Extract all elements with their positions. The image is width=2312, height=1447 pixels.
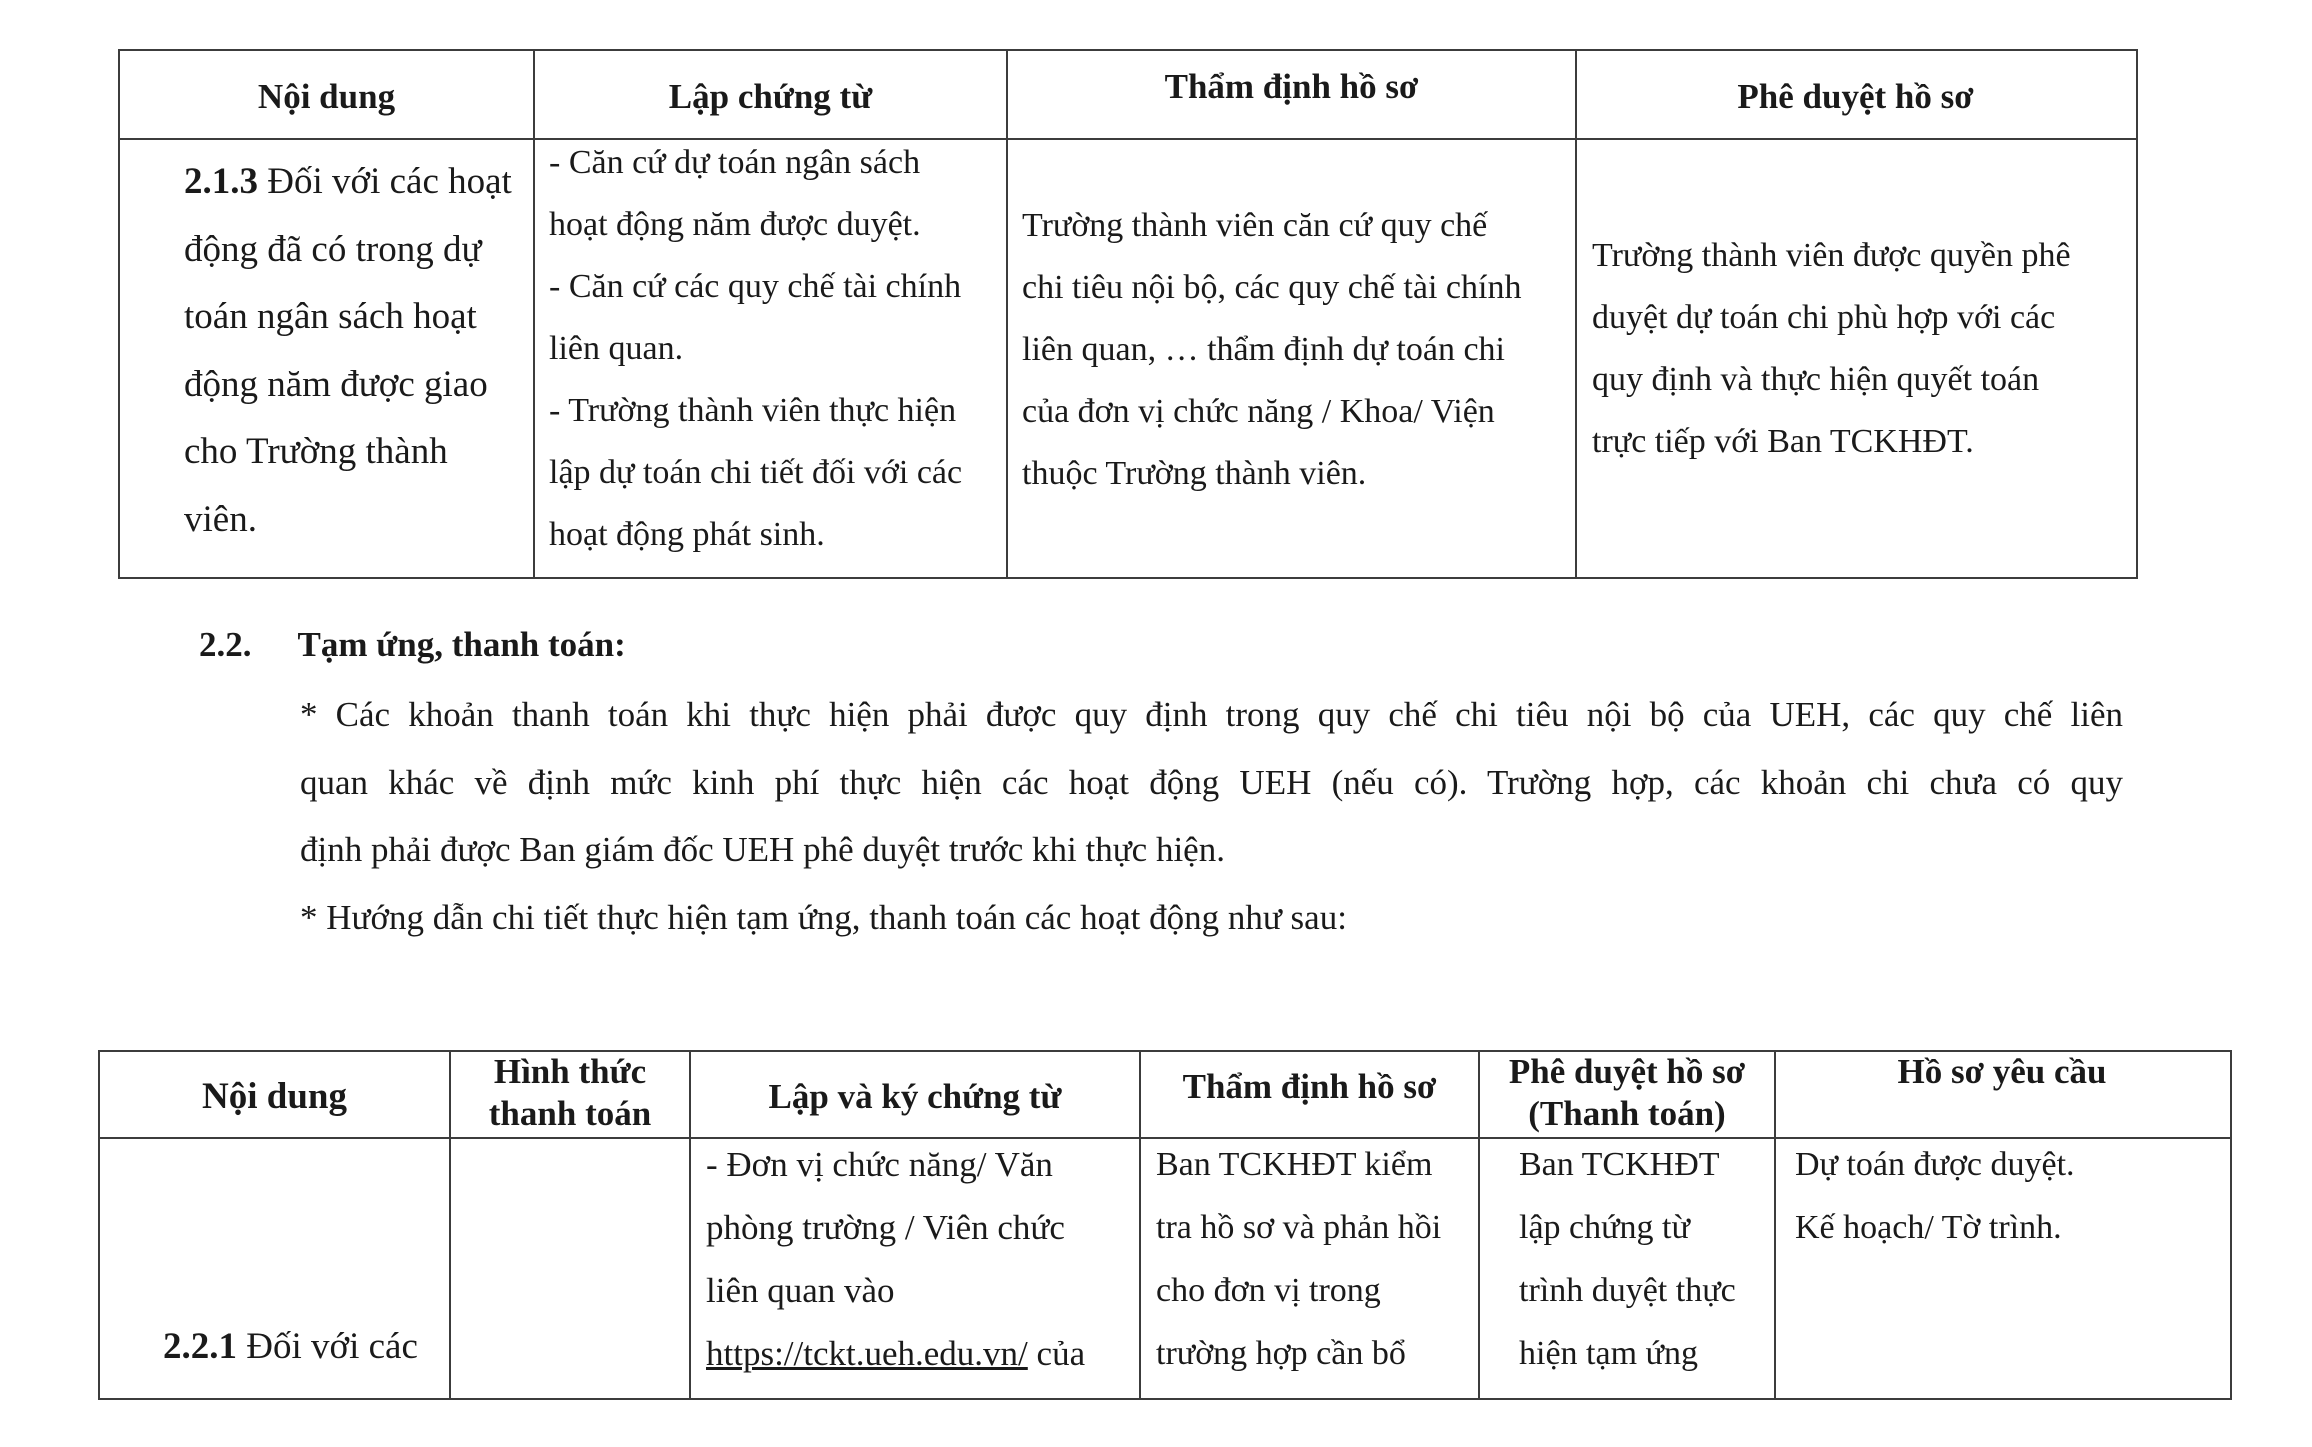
- table-1-cell-lap-chung-tu: - Căn cứ dự toán ngân sách hoạt động năm được duyệt. - Căn cứ các quy chế tài chính liên quan. - Trường thành viên thực hiện lập dự toán chi tiết đối với các hoạt động phát sinh.: [549, 144, 963, 553]
- table-1-cell-tham-dinh: Trường thành viên căn cứ quy chế chi tiêu nội bộ, các quy chế tài chính liên quan, … thẩm định dự toán chi của đơn vị chức năng / Khoa/ Viện thuộc Trường thành viên.: [1022, 207, 1522, 492]
- table-1-header-lap-chung-tu: Lập chứng từ: [668, 77, 873, 116]
- table-2-cell-phe-duyet: Ban TCKHĐT lập chứng từ trình duyệt thực hiện tạm ứng: [1519, 1146, 1736, 1372]
- table-1-col-divider: [533, 49, 535, 579]
- table-1-header-noi-dung: Nội dung: [257, 77, 396, 116]
- table-1-col-divider: [1575, 49, 1577, 579]
- table-1-col-divider: [1006, 49, 1008, 579]
- table-2-header-noi-dung: Nội dung: [202, 1076, 347, 1117]
- section-heading-title: Tạm ứng, thanh toán:: [297, 625, 626, 664]
- table-2-header-phe-duyet: Phê duyệt hồ sơ (Thanh toán): [1508, 1052, 1746, 1133]
- section-heading-number: 2.2.: [199, 625, 252, 664]
- table-2-cell-noi-dung: 2.2.1 Đối với các: [163, 1326, 418, 1367]
- table-2-header-ho-so: Hồ sơ yêu cầu: [1897, 1052, 2107, 1091]
- table-1-header-tham-dinh: Thẩm định hồ sơ: [1164, 67, 1419, 106]
- table-2-header-lap-ky: Lập và ký chứng từ: [768, 1077, 1062, 1116]
- table-1-header-divider: [118, 138, 2138, 140]
- table-2-col-divider: [1774, 1050, 1776, 1400]
- table-2-header-tham-dinh: Thẩm định hồ sơ: [1182, 1067, 1437, 1106]
- section-number: 2.2.1: [163, 1326, 237, 1367]
- section-paragraph-2: * Hướng dẫn chi tiết thực hiện tạm ứng, thanh toán các hoạt động như sau:: [300, 898, 1347, 937]
- table-2-cell-tham-dinh: Ban TCKHĐT kiểm tra hồ sơ và phản hồi cho đơn vị trong trường hợp cần bổ: [1156, 1146, 1442, 1372]
- table-1-header-phe-duyet: Phê duyệt hồ sơ: [1737, 77, 1974, 116]
- table-1-cell-phe-duyet: Trường thành viên được quyền phê duyệt dự toán chi phù hợp với các quy định và thực hiện quyết toán trực tiếp với Ban TCKHĐT.: [1592, 237, 2071, 460]
- section-paragraph-1: * Các khoản thanh toán khi thực hiện phải được quy định trong quy chế chi tiêu nội bộ của UEH, các quy chế liên quan khác về định mức kinh phí thực hiện các hoạt động UEH (nếu có). Trường hợp, các khoản chi chưa có quy định phải được Ban giám đốc UEH phê duyệt trước khi thực hiện.: [300, 695, 2123, 869]
- table-2-cell-lap-ky: - Đơn vị chức năng/ Văn phòng trường / Viên chức liên quan vào https://tckt.ueh.edu.vn/ của: [706, 1145, 1086, 1373]
- table-1-cell-noi-dung: 2.1.3 Đối với các hoạt động đã có trong dự toán ngân sách hoạt động năm được giao cho Trường thành viên.: [184, 161, 512, 540]
- section-number: 2.1.3: [184, 161, 258, 202]
- section-heading: [199, 625, 626, 665]
- table-2-header-hinh-thuc: Hình thức thanh toán: [488, 1052, 652, 1133]
- table-2-cell-ho-so: Dự toán được duyệt. Kế hoạch/ Tờ trình.: [1795, 1146, 2075, 1246]
- tckt-link[interactable]: https://tckt.ueh.edu.vn/: [706, 1334, 1028, 1373]
